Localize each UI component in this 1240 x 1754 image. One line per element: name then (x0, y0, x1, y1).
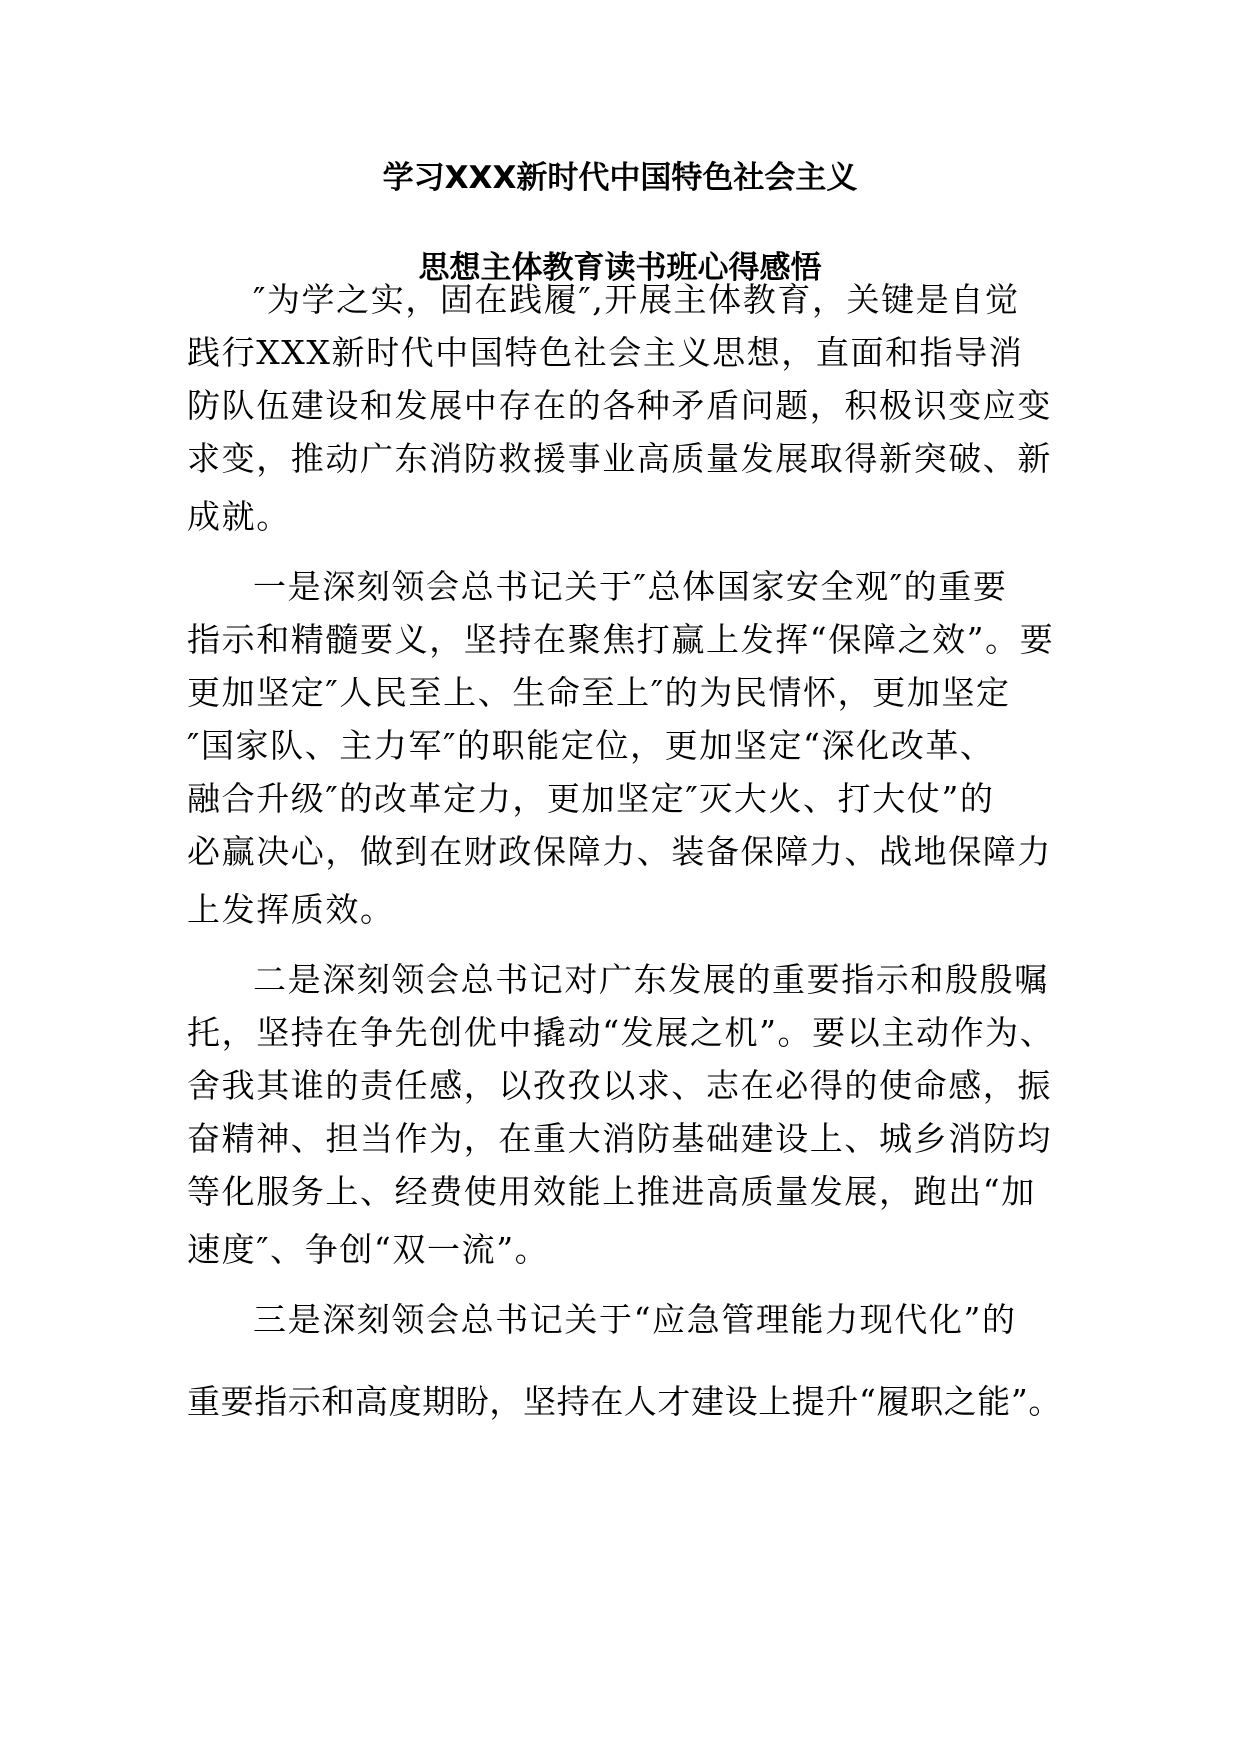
paragraph-4-line-2: 重要指示和高度期盼，坚持在人才建设上提升“履职之能”。 (187, 1382, 1062, 1421)
paragraph-1-line-5: 成就。 (187, 497, 291, 536)
paragraph-1-line-4: 求变，推动广东消防救援事业高质量发展取得新突破、新 (187, 439, 1052, 478)
paragraph-2-line-3: 更加坚定″人民至上、生命至上″的为民情怀，更加坚定 (187, 673, 1011, 712)
paragraph-2-line-5: 融合升级″的改革定力，更加坚定″灭大火、打大仗”的 (187, 779, 995, 818)
paragraph-1-line-3: 防队伍建设和发展中存在的各种矛盾问题，积极识变应变 (187, 386, 1052, 425)
paragraph-2-line-4: ″国家队、主力军″的职能定位，更加坚定“深化改革、 (187, 726, 995, 765)
document-title-line-1: 学习XXX新时代中国特色社会主义 (382, 160, 858, 196)
paragraph-3-line-6: 速度″、争创“双一流”。 (187, 1230, 550, 1269)
paragraph-3-line-2: 托，坚持在争先创优中撬动“发展之机”。要以主动作为、 (187, 1013, 1055, 1052)
paragraph-2-line-1: 一是深刻领会总书记关于″总体国家安全观″的重要 (253, 567, 1008, 606)
paragraph-3-line-3: 舍我其谁的责任感，以孜孜以求、志在必得的使命感，振 (187, 1066, 1052, 1105)
paragraph-2-line-2: 指示和精髓要义，坚持在聚焦打赢上发挥“保障之效”。要 (187, 620, 1055, 659)
paragraph-1-line-1: ″为学之实，固在践履″,开展主体教育，关键是自觉 (253, 280, 1020, 319)
paragraph-1-line-2: 践行XXX新时代中国特色社会主义思想，直面和指导消 (187, 333, 1024, 372)
document-title-line-2: 思想主体教育读书班心得感悟 (418, 250, 822, 286)
paragraph-2-line-7: 上发挥质效。 (187, 890, 395, 929)
paragraph-3-line-1: 二是深刻领会总书记对广东发展的重要指示和殷殷嘱 (253, 960, 1049, 999)
paragraph-3-line-4: 奋精神、担当作为，在重大消防基础建设上、城乡消防均 (187, 1119, 1052, 1158)
paragraph-2-line-6: 必赢决心，做到在财政保障力、装备保障力、战地保障力 (187, 832, 1052, 871)
paragraph-4-line-1: 三是深刻领会总书记关于“应急管理能力现代化”的 (253, 1300, 1017, 1339)
paragraph-3-line-5: 等化服务上、经费使用效能上推进高质量发展，跑出“加 (187, 1172, 1036, 1211)
